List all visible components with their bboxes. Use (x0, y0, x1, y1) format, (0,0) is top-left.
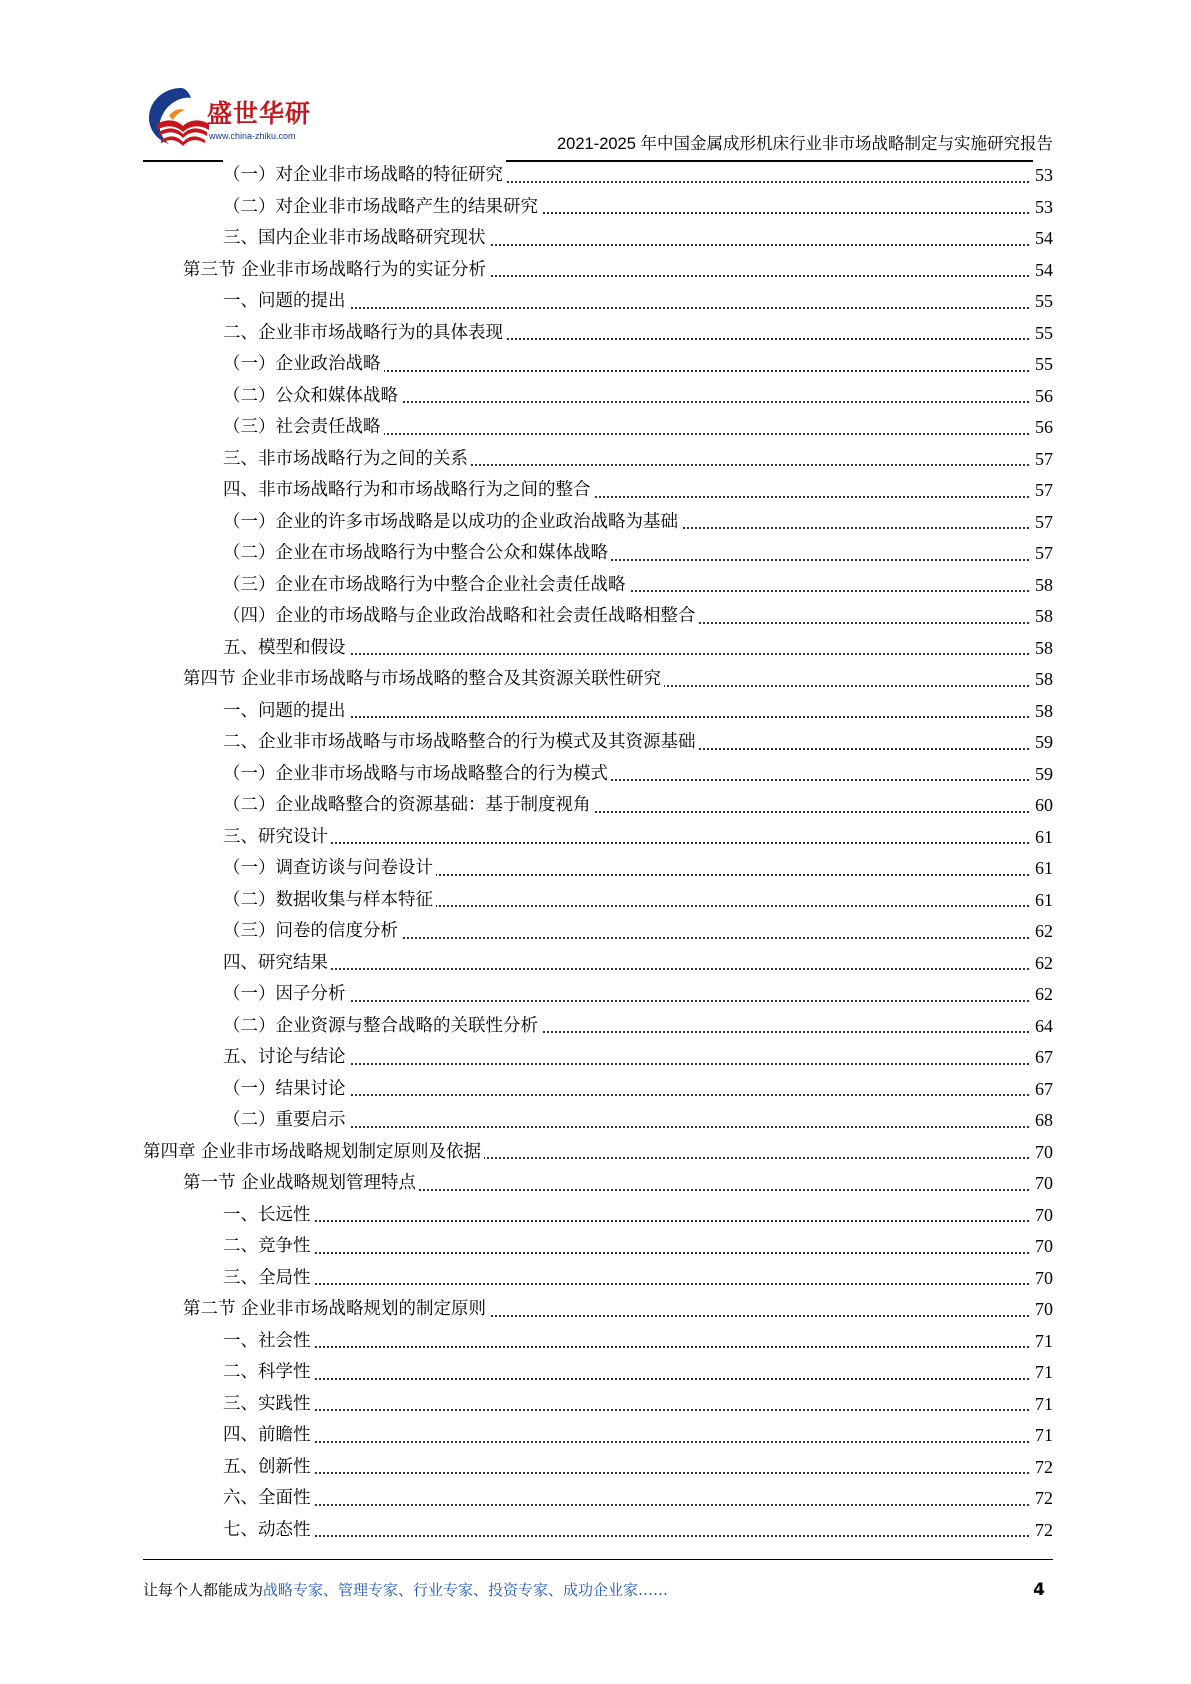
toc-dot-leader (223, 1441, 1029, 1443)
toc-entry-title: （三）问卷的信度分析 (223, 916, 401, 948)
toc-entry[interactable] (143, 1515, 1053, 1547)
toc-dot-leader (223, 1346, 1029, 1348)
toc-entry-title: （一）对企业非市场战略的特征研究 (223, 160, 506, 192)
toc-entry[interactable] (143, 507, 1053, 539)
toc-entry-page: 53 (1033, 160, 1053, 192)
toc-entry[interactable] (143, 381, 1053, 413)
toc-entry[interactable] (143, 1011, 1053, 1043)
toc-entry[interactable] (143, 538, 1053, 570)
toc-entry-title: （一）企业的许多市场战略是以成功的企业政治战略为基础 (223, 507, 681, 539)
toc-entry-page: 58 (1033, 696, 1053, 728)
toc-entry[interactable] (143, 192, 1053, 224)
toc-entry-title: 二、企业非市场战略行为的具体表现 (223, 318, 506, 350)
toc-entry-title: 六、全面性 (223, 1483, 314, 1515)
toc-entry-page: 70 (1033, 1294, 1053, 1326)
page-footer (143, 1578, 1053, 1602)
toc-entry-title: 第一节 企业战略规划管理特点 (183, 1168, 419, 1200)
toc-entry-page: 70 (1033, 1263, 1053, 1295)
toc-entry-title: 四、研究结果 (223, 948, 331, 980)
toc-dot-leader (223, 1504, 1029, 1506)
toc-entry-page: 56 (1033, 412, 1053, 444)
footer-divider (143, 1559, 1053, 1560)
toc-entry-page: 62 (1033, 916, 1053, 948)
toc-entry-title: （二）企业战略整合的资源基础：基于制度视角 (223, 790, 594, 822)
toc-entry[interactable] (143, 601, 1053, 633)
toc-entry-page: 61 (1033, 853, 1053, 885)
toc-entry-page: 70 (1033, 1168, 1053, 1200)
toc-dot-leader (223, 1283, 1029, 1285)
toc-dot-leader (223, 968, 1029, 970)
toc-entry[interactable] (143, 916, 1053, 948)
toc-entry[interactable] (143, 1168, 1053, 1200)
toc-dot-leader (223, 1378, 1029, 1380)
toc-dot-leader (223, 1535, 1029, 1537)
toc-entry-page: 70 (1033, 1200, 1053, 1232)
toc-entry[interactable] (143, 1105, 1053, 1137)
toc-entry[interactable] (143, 223, 1053, 255)
toc-entry[interactable] (143, 160, 1053, 192)
toc-entry[interactable] (143, 1137, 1053, 1169)
toc-entry-page: 57 (1033, 507, 1053, 539)
toc-entry[interactable] (143, 790, 1053, 822)
toc-entry[interactable] (143, 822, 1053, 854)
toc-entry[interactable] (143, 727, 1053, 759)
slogan-prefix: 让每个人都能成为 (143, 1581, 264, 1599)
toc-entry-page: 67 (1033, 1074, 1053, 1106)
toc-entry[interactable] (143, 475, 1053, 507)
toc-entry-page: 57 (1033, 475, 1053, 507)
toc-entry-title: （二）数据收集与样本特征 (223, 885, 436, 917)
toc-entry-page: 59 (1033, 727, 1053, 759)
toc-entry-page: 60 (1033, 790, 1053, 822)
logo-name: 盛世华研 (207, 99, 312, 128)
toc-entry-page: 53 (1033, 192, 1053, 224)
toc-entry-page: 54 (1033, 255, 1053, 287)
toc-entry-title: （三）社会责任战略 (223, 412, 384, 444)
toc-entry[interactable] (143, 1357, 1053, 1389)
toc-entry[interactable] (143, 1200, 1053, 1232)
toc-entry[interactable] (143, 664, 1053, 696)
toc-entry-title: （二）企业资源与整合战略的关联性分析 (223, 1011, 541, 1043)
toc-entry[interactable] (143, 570, 1053, 602)
logo-url: www.china-zhiku.com (209, 131, 296, 141)
toc-entry[interactable] (143, 1326, 1053, 1358)
toc-dot-leader (223, 1409, 1029, 1411)
toc-entry[interactable] (143, 948, 1053, 980)
toc-entry-page: 72 (1033, 1515, 1053, 1547)
slogan-highlight: 战略专家、管理专家、行业专家、投资专家、成功企业家…… (263, 1581, 669, 1599)
toc-entry[interactable] (143, 1231, 1053, 1263)
toc-entry[interactable] (143, 1294, 1053, 1326)
toc-entry-title: （二）企业在市场战略行为中整合公众和媒体战略 (223, 538, 611, 570)
toc-entry-page: 58 (1033, 633, 1053, 665)
toc-entry-title: （四）企业的市场战略与企业政治战略和社会责任战略相整合 (223, 601, 699, 633)
toc-entry[interactable] (143, 349, 1053, 381)
toc-entry-title: 七、动态性 (223, 1515, 314, 1547)
toc-dot-leader (223, 1252, 1029, 1254)
toc-entry-title: 一、长远性 (223, 1200, 314, 1232)
toc-entry-title: 第四章 企业非市场战略规划制定原则及依据 (143, 1137, 484, 1169)
toc-entry-page: 62 (1033, 948, 1053, 980)
toc-entry-title: 四、非市场战略行为和市场战略行为之间的整合 (223, 475, 594, 507)
toc-entry-title: 三、研究设计 (223, 822, 331, 854)
toc-entry-title: （一）调查访谈与问卷设计 (223, 853, 436, 885)
toc-entry[interactable] (143, 979, 1053, 1011)
toc-entry-page: 71 (1033, 1389, 1053, 1421)
company-logo (143, 84, 318, 154)
toc-entry-title: （一）企业非市场战略与市场战略整合的行为模式 (223, 759, 611, 791)
toc-entry-title: 五、创新性 (223, 1452, 314, 1484)
toc-entry-title: 三、国内企业非市场战略研究现状 (223, 223, 489, 255)
toc-entry-page: 55 (1033, 318, 1053, 350)
toc-entry-title: 第二节 企业非市场战略规划的制定原则 (183, 1294, 489, 1326)
toc-entry[interactable] (143, 1074, 1053, 1106)
toc-entry[interactable] (143, 1420, 1053, 1452)
toc-entry[interactable] (143, 885, 1053, 917)
toc-entry-page: 58 (1033, 601, 1053, 633)
page-header (143, 80, 1053, 162)
toc-entry[interactable] (143, 1389, 1053, 1421)
toc-entry[interactable] (143, 412, 1053, 444)
toc-entry-page: 71 (1033, 1420, 1053, 1452)
toc-entry-title: 一、社会性 (223, 1326, 314, 1358)
toc-entry[interactable] (143, 633, 1053, 665)
toc-entry-title: （三）企业在市场战略行为中整合企业社会责任战略 (223, 570, 629, 602)
toc-entry[interactable] (143, 1263, 1053, 1295)
toc-entry[interactable] (143, 286, 1053, 318)
toc-entry-page: 71 (1033, 1357, 1053, 1389)
toc-entry-title: 一、问题的提出 (223, 286, 349, 318)
toc-entry-page: 58 (1033, 664, 1053, 696)
toc-entry-title: （一）结果讨论 (223, 1074, 349, 1106)
toc-entry-page: 56 (1033, 381, 1053, 413)
toc-entry-page: 70 (1033, 1231, 1053, 1263)
toc-entry-page: 58 (1033, 570, 1053, 602)
toc-entry[interactable] (143, 759, 1053, 791)
toc-entry-title: 三、实践性 (223, 1389, 314, 1421)
toc-entry-title: 二、科学性 (223, 1357, 314, 1389)
toc-entry-page: 70 (1033, 1137, 1053, 1169)
toc-entry-page: 68 (1033, 1105, 1053, 1137)
toc-entry[interactable] (143, 1452, 1053, 1484)
toc-entry-page: 54 (1033, 223, 1053, 255)
toc-entry[interactable] (143, 696, 1053, 728)
toc-entry-page: 57 (1033, 538, 1053, 570)
toc-entry-title: 第四节 企业非市场战略与市场战略的整合及其资源关联性研究 (183, 664, 664, 696)
toc-entry-page: 71 (1033, 1326, 1053, 1358)
toc-dot-leader (223, 842, 1029, 844)
footer-slogan (143, 1578, 668, 1602)
toc-entry-title: 三、非市场战略行为之间的关系 (223, 444, 471, 476)
toc-entry[interactable] (143, 1042, 1053, 1074)
toc-entry-title: 二、竞争性 (223, 1231, 314, 1263)
toc-entry-title: 五、模型和假设 (223, 633, 349, 665)
toc-dot-leader (223, 1220, 1029, 1222)
toc-entry-title: （一）企业政治战略 (223, 349, 384, 381)
toc-entry[interactable] (143, 1483, 1053, 1515)
toc-dot-leader (223, 1472, 1029, 1474)
toc-entry-page: 55 (1033, 286, 1053, 318)
toc-entry-title: （二）对企业非市场战略产生的结果研究 (223, 192, 541, 224)
toc-entry[interactable] (143, 444, 1053, 476)
toc-entry-page: 64 (1033, 1011, 1053, 1043)
toc-entry-title: （二）公众和媒体战略 (223, 381, 401, 413)
toc-entry-page: 62 (1033, 979, 1053, 1011)
report-title: 2021-2025 年中国金属成形机床行业非市场战略制定与实施研究报告 (557, 135, 1053, 153)
toc-entry-title: 第三节 企业非市场战略行为的实证分析 (183, 255, 489, 287)
logo-book-icon (143, 84, 213, 150)
table-of-contents (143, 160, 1053, 1546)
toc-entry-page: 61 (1033, 885, 1053, 917)
page-number: 4 (1033, 1580, 1045, 1600)
toc-entry-page: 72 (1033, 1452, 1053, 1484)
toc-entry-title: 二、企业非市场战略与市场战略整合的行为模式及其资源基础 (223, 727, 699, 759)
toc-entry-title: 一、问题的提出 (223, 696, 349, 728)
toc-entry-page: 67 (1033, 1042, 1053, 1074)
toc-entry[interactable] (143, 255, 1053, 287)
toc-entry-title: （二）重要启示 (223, 1105, 349, 1137)
toc-entry[interactable] (143, 318, 1053, 350)
toc-entry-title: （一）因子分析 (223, 979, 349, 1011)
toc-entry-page: 59 (1033, 759, 1053, 791)
toc-entry-title: 四、前瞻性 (223, 1420, 314, 1452)
toc-entry[interactable] (143, 853, 1053, 885)
toc-entry-page: 72 (1033, 1483, 1053, 1515)
toc-entry-page: 55 (1033, 349, 1053, 381)
toc-entry-title: 五、讨论与结论 (223, 1042, 349, 1074)
toc-entry-title: 三、全局性 (223, 1263, 314, 1295)
toc-entry-page: 57 (1033, 444, 1053, 476)
toc-entry-page: 61 (1033, 822, 1053, 854)
